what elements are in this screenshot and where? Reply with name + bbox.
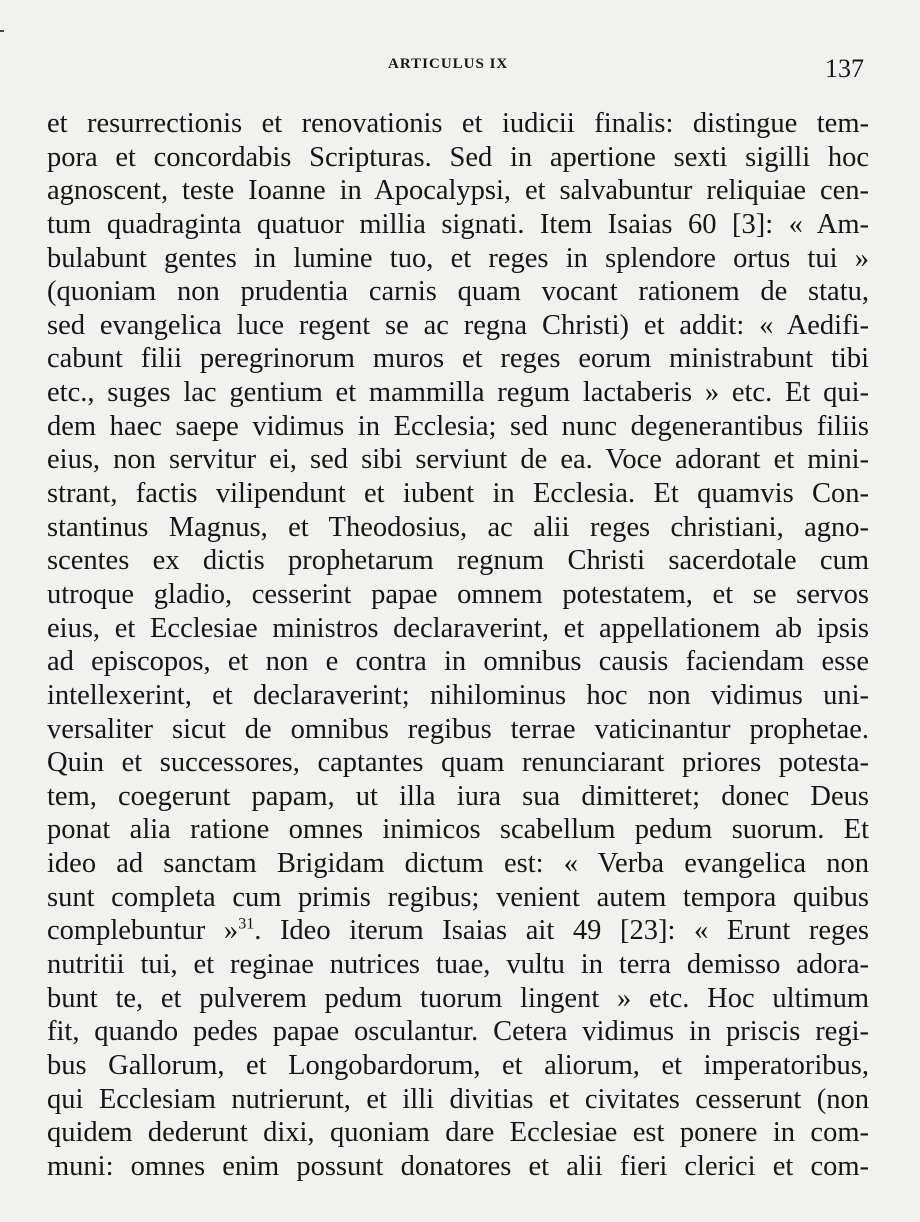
text-line: quidem dederunt dixi, quoniam dare Ecclesiae est ponere in com- [47, 1117, 869, 1149]
text-line: agnoscent, teste Ioanne in Apocalypsi, et salvabuntur reliquiae cen- [47, 175, 869, 207]
running-head [0, 54, 920, 84]
text-line-with-footnote [47, 914, 869, 948]
line-start: complebuntur » [47, 915, 239, 947]
text-line: (quoniam non prudentia carnis quam vocant rationem de statu, [47, 276, 869, 308]
text-line: intellexerint, et declaraverint; nihilominus hoc non vidimus uni- [47, 679, 869, 711]
text-line: ad episcopos, et non e contra in omnibus causis faciendam esse [47, 646, 869, 678]
body-text [47, 107, 869, 1184]
text-line: tem, coegerunt papam, ut illa iura sua dimitteret; donec Deus [47, 780, 869, 812]
text-line: et resurrectionis et renovationis et iudicii finalis: distingue tem- [47, 108, 869, 139]
text-line: etc., suges lac gentium et mammilla regum lactaberis » etc. Et qui- [47, 377, 869, 409]
text-line: qui Ecclesiam nutrierunt, et illi divitias et civitates cesserunt (non [47, 1083, 869, 1115]
text-line: eius, non servitur ei, sed sibi serviunt de ea. Voce adorant et mini- [47, 444, 869, 476]
text-line: sed evangelica luce regent se ac regna Christi) et addit: « Aedifi- [47, 309, 869, 341]
page-number: 137 [825, 54, 864, 83]
running-title: ARTICULUS IX [388, 56, 509, 72]
text-line: bulabunt gentes in lumine tuo, et reges in splendore ortus tui » [47, 242, 869, 274]
text-line: stantinus Magnus, et Theodosius, ac alii reges christiani, agno- [47, 511, 869, 543]
text-line: dem haec saepe vidimus in Ecclesia; sed nunc degenerantibus filiis [47, 410, 869, 442]
text-line: strant, factis vilipendunt et iubent in Ecclesia. Et quamvis Con- [47, 478, 869, 510]
footnote-reference[interactable]: 31 [238, 915, 255, 933]
line-end: . Ideo iterum Isaias ait 49 [23]: « Erunt reges [254, 915, 869, 947]
text-line: versaliter sicut de omnibus regibus terrae vaticinantur prophetae. [47, 713, 869, 745]
text-line: bunt te, et pulverem pedum tuorum lingent » etc. Hoc ultimum [47, 982, 869, 1014]
text-line: pora et concordabis Scripturas. Sed in apertione sexti sigilli hoc [47, 141, 869, 173]
margin-mark [0, 30, 4, 32]
text-line: nutritii tui, et reginae nutrices tuae, vultu in terra demisso adora- [47, 949, 869, 981]
text-line: fit, quando pedes papae osculantur. Cetera vidimus in priscis regi- [47, 1016, 869, 1048]
text-line: Quin et successores, captantes quam renunciarant priores potesta- [47, 747, 869, 779]
text-line: bus Gallorum, et Longobardorum, et aliorum, et imperatoribus, [47, 1049, 869, 1081]
text-line: utroque gladio, cesserint papae omnem potestatem, et se servos [47, 578, 869, 610]
text-line: muni: omnes enim possunt donatores et alii fieri clerici et com- [47, 1150, 869, 1182]
text-line: eius, et Ecclesiae ministros declaraverint, et appellationem ab ipsis [47, 612, 869, 644]
text-line: tum quadraginta quatuor millia signati. Item Isaias 60 [3]: « Am- [47, 208, 869, 240]
text-line: cabunt filii peregrinorum muros et reges eorum ministrabunt tibi [47, 343, 869, 375]
text-line: ideo ad sanctam Brigidam dictum est: « Verba evangelica non [47, 848, 869, 880]
text-line: ponat alia ratione omnes inimicos scabellum pedum suorum. Et [47, 814, 869, 846]
text-line: sunt completa cum primis regibus; venient autem tempora quibus [47, 881, 869, 913]
text-line: scentes ex dictis prophetarum regnum Christi sacerdotale cum [47, 545, 869, 577]
